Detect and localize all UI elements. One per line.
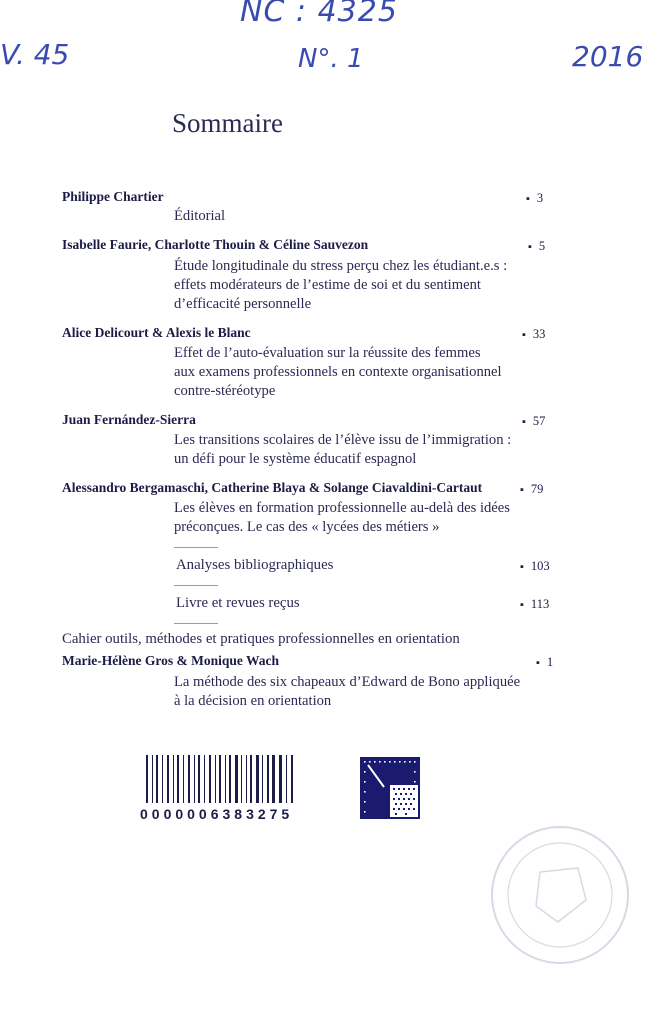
barcode-bar bbox=[188, 755, 190, 803]
entry-page-number: ▪ 33 bbox=[522, 327, 545, 342]
entry-author: Isabelle Faurie, Charlotte Thouin & Céline Sauvezon bbox=[62, 237, 369, 252]
entry-page-number: ▪ 79 bbox=[520, 482, 543, 497]
barcode-bar bbox=[291, 755, 293, 803]
barcode-bar bbox=[235, 755, 238, 803]
entry-page-number: ▪ 3 bbox=[526, 191, 543, 206]
entry-page-number: ▪ 5 bbox=[528, 239, 545, 254]
entry-author: Juan Fernández-Sierra bbox=[62, 412, 196, 427]
barcode-bar bbox=[204, 755, 205, 803]
barcode-bar bbox=[198, 755, 200, 803]
article-line: effets modérateurs de l’estime de soi et du sentiment bbox=[174, 277, 481, 293]
entry-page-number: ▪ 1 bbox=[536, 655, 553, 670]
barcode-bar bbox=[225, 755, 226, 803]
article-line: aux examens professionnels en contexte organisationnel bbox=[174, 364, 502, 380]
article-line: Effet de l’auto-évaluation sur la réussite des femmes bbox=[174, 345, 481, 361]
barcode-bar bbox=[267, 755, 269, 803]
barcode-bar bbox=[162, 755, 163, 803]
handwritten-issue-number: N°. 1 bbox=[298, 44, 364, 74]
section-label: Analyses bibliographiques bbox=[176, 557, 334, 573]
barcode-bar bbox=[173, 755, 174, 803]
article-line: contre-stéréotype bbox=[174, 383, 276, 399]
library-stamp bbox=[478, 820, 643, 970]
barcode-bar bbox=[146, 755, 148, 803]
barcode-bar bbox=[183, 755, 184, 803]
article-line: Les élèves en formation professionnelle au-delà des idées bbox=[174, 500, 510, 516]
entry-article-title: Éditorial bbox=[174, 208, 226, 224]
section-divider bbox=[174, 547, 218, 548]
article-line: un défi pour le système éducatif espagnol bbox=[174, 451, 417, 467]
barcode-bar bbox=[219, 755, 221, 803]
section-divider bbox=[174, 585, 218, 586]
article-line: préconçues. Le cas des « lycées des métiers » bbox=[174, 519, 440, 535]
entry-author: Alice Delicourt & Alexis le Blanc bbox=[62, 325, 251, 340]
entry-author: Marie-Hélène Gros & Monique Wach bbox=[62, 653, 279, 668]
entry-author: Alessandro Bergamaschi, Catherine Blaya & Solange Ciavaldini-Cartaut bbox=[62, 480, 483, 495]
page-title: Sommaire bbox=[172, 108, 283, 138]
barcode-bar bbox=[194, 755, 195, 803]
article-line: d’efficacité personnelle bbox=[174, 296, 312, 312]
section-page-number: ▪ 103 bbox=[520, 559, 550, 574]
barcode-bar bbox=[209, 755, 211, 803]
article-line: à la décision en orientation bbox=[174, 693, 332, 709]
publisher-logo bbox=[360, 757, 420, 819]
entry-article-title bbox=[174, 257, 551, 314]
section-divider bbox=[174, 623, 218, 624]
article-line: Étude longitudinale du stress perçu chez les étudiant.e.s : bbox=[174, 258, 508, 274]
handwritten-volume: V. 45 bbox=[0, 38, 70, 71]
barcode-digits: 0000006383275 bbox=[140, 806, 294, 822]
barcode-bar bbox=[256, 755, 259, 803]
section-page-number: ▪ 113 bbox=[520, 597, 549, 612]
barcode-bar bbox=[286, 755, 287, 803]
entry-page-number: ▪ 57 bbox=[522, 414, 545, 429]
barcode-bar bbox=[262, 755, 263, 803]
barcode-bar bbox=[272, 755, 275, 803]
barcode-bar bbox=[215, 755, 216, 803]
entry-article-title bbox=[174, 344, 551, 401]
barcode-bar bbox=[156, 755, 158, 803]
barcode-bar bbox=[177, 755, 179, 803]
entry-article-title bbox=[174, 499, 551, 537]
entry-author: Philippe Chartier bbox=[62, 189, 164, 204]
barcode-bar bbox=[152, 755, 153, 803]
barcode-bar bbox=[250, 755, 252, 803]
barcode-bar bbox=[241, 755, 242, 803]
cahier-heading: Cahier outils, méthodes et pratiques professionnelles en orientation bbox=[62, 631, 460, 647]
barcode-bar bbox=[167, 755, 169, 803]
barcode bbox=[140, 755, 346, 807]
entry-article-title bbox=[174, 431, 551, 469]
article-line: Les transitions scolaires de l’élève issu de l’immigration : bbox=[174, 432, 512, 448]
barcode-bar bbox=[246, 755, 247, 803]
article-line: La méthode des six chapeaux d’Edward de Bono appliquée bbox=[174, 674, 521, 690]
section-label: Livre et revues reçus bbox=[176, 595, 300, 611]
entry-article-title bbox=[174, 673, 534, 711]
barcode-bar bbox=[229, 755, 231, 803]
handwritten-call-number: NC : 4325 bbox=[240, 0, 398, 29]
barcode-bar bbox=[279, 755, 282, 803]
handwritten-year: 2016 bbox=[572, 40, 644, 73]
